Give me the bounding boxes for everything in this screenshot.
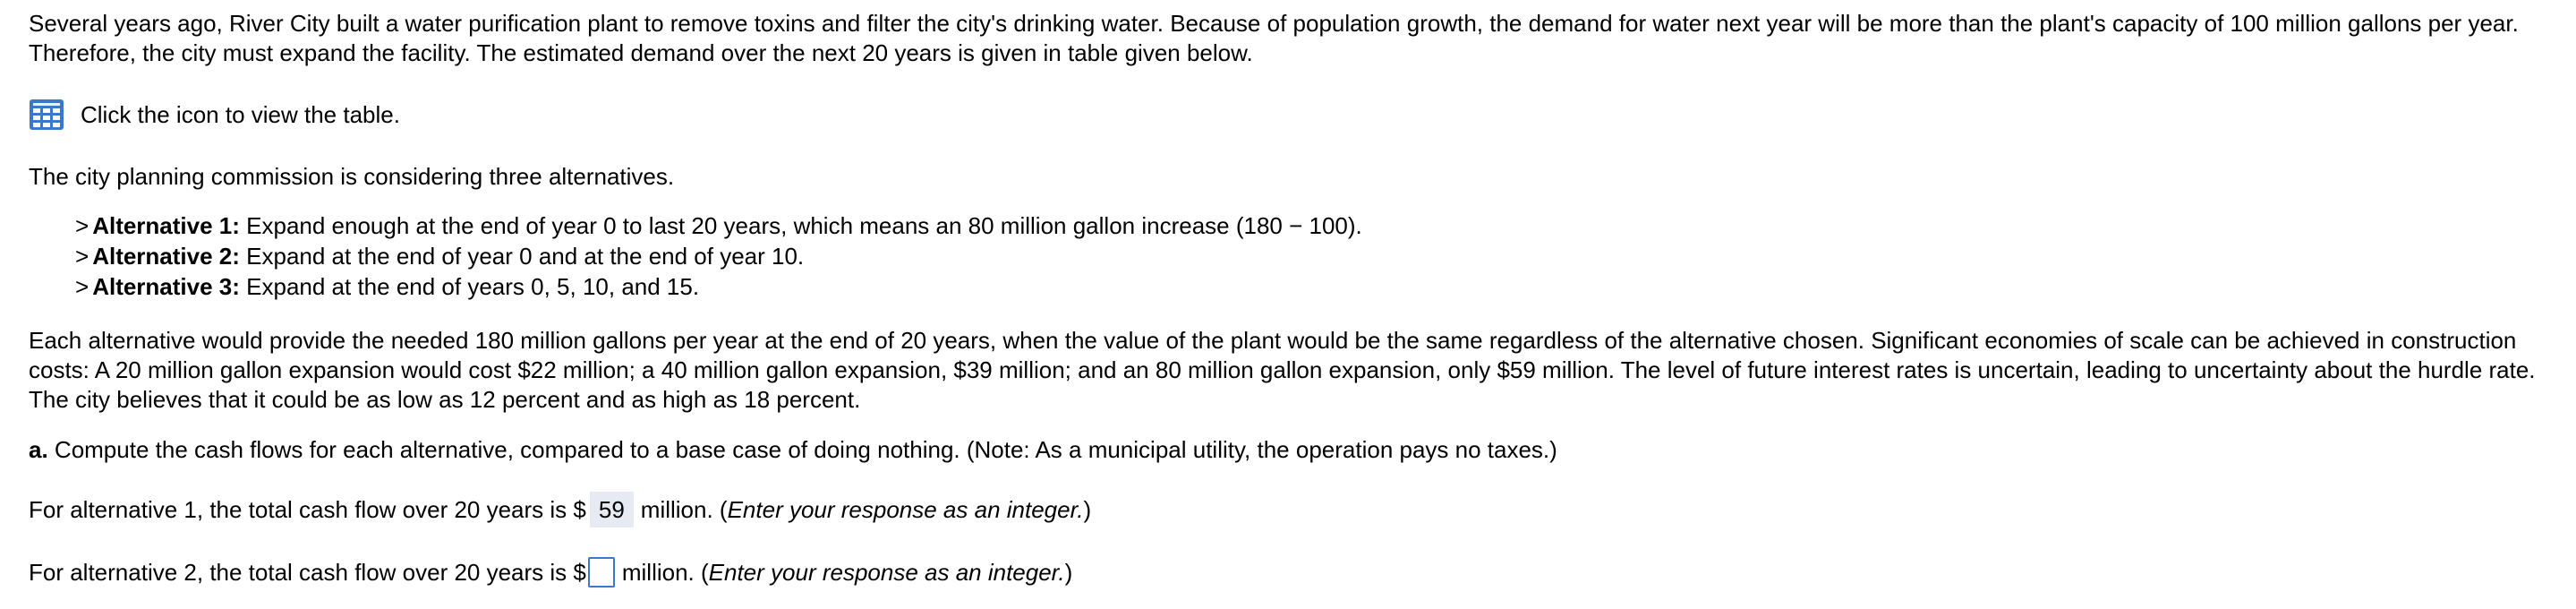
answer-row-alt-1 bbox=[29, 492, 2562, 528]
question-label: a. bbox=[29, 436, 48, 463]
details-line-3: The city believes that it could be as low as 12 percent and as high as 18 percent. bbox=[29, 386, 861, 413]
intro-line-2: Therefore, the city must expand the facility. The estimated demand over the next 20 years is given in table given below. bbox=[29, 39, 1253, 66]
answer-field-alt-1[interactable]: 59 bbox=[590, 492, 634, 528]
alternative-item bbox=[75, 271, 2562, 302]
answer-hint: Enter your response as an integer. bbox=[727, 495, 1084, 523]
answer-suffix: million. ( bbox=[621, 558, 709, 586]
alternative-arrow: > bbox=[75, 273, 90, 300]
alternative-arrow: > bbox=[75, 212, 90, 239]
alternative-title: Alternative 1: bbox=[92, 212, 240, 239]
alternative-title: Alternative 3: bbox=[92, 273, 240, 300]
alternative-arrow: > bbox=[75, 243, 90, 270]
answer-row-alt-2 bbox=[29, 557, 2562, 588]
alternatives-list bbox=[75, 210, 2562, 302]
question-a bbox=[29, 435, 2562, 465]
alternative-item bbox=[75, 210, 2562, 241]
alternative-text: Expand at the end of year 0 and at the end of year 10. bbox=[239, 243, 805, 270]
answer-input-alt-2[interactable] bbox=[588, 557, 615, 588]
view-table-text[interactable]: Click the icon to view the table. bbox=[81, 100, 400, 128]
alternative-text: Expand enough at the end of year 0 to last 20 years, which means an 80 million gallon increase (180 − 100). bbox=[239, 212, 1362, 239]
alternative-item bbox=[75, 241, 2562, 271]
answer-close: ) bbox=[1064, 558, 1073, 586]
answer-suffix: million. ( bbox=[640, 495, 728, 523]
details-line-2: costs: A 20 million gallon expansion would cost $22 million; a 40 million gallon expansion, $39 million; and an 80 million gallon expansion, only $59 million. The level of future interest rates is uncertain, leading to uncertainty about the hurdle rate. bbox=[29, 356, 2536, 383]
problem-content bbox=[29, 9, 2562, 588]
alternative-text: Expand at the end of years 0, 5, 10, and 15. bbox=[239, 273, 700, 300]
intro-line-1: Several years ago, River City built a water purification plant to remove toxins and filter the city's drinking water. Because of population growth, the demand for water next year will be more than the plant's capacity of 100 million gallons per year. bbox=[29, 10, 2519, 37]
details-line-1: Each alternative would provide the needed 180 million gallons per year at the end of 20 years, when the value of the plant would be the same regardless of the alternative chosen. Significant economies of scale can be achieved in construction bbox=[29, 327, 2517, 354]
alternatives-intro: The city planning commission is considering three alternatives. bbox=[29, 163, 675, 190]
answer-prefix: For alternative 1, the total cash flow over 20 years is $ bbox=[29, 495, 586, 523]
answer-prefix: For alternative 2, the total cash flow over 20 years is $ bbox=[29, 558, 586, 586]
alternative-title: Alternative 2: bbox=[92, 243, 240, 270]
question-text: Compute the cash flows for each alternative, compared to a base case of doing nothing. (Note: As a municipal utility, the operation pays no taxes.) bbox=[47, 436, 1557, 463]
answer-close: ) bbox=[1083, 495, 1092, 523]
details-paragraph bbox=[29, 326, 2562, 415]
table-grid-icon[interactable] bbox=[29, 99, 64, 131]
intro-paragraph bbox=[29, 9, 2562, 68]
answer-hint: Enter your response as an integer. bbox=[708, 558, 1065, 586]
table-link-row bbox=[29, 99, 2562, 131]
